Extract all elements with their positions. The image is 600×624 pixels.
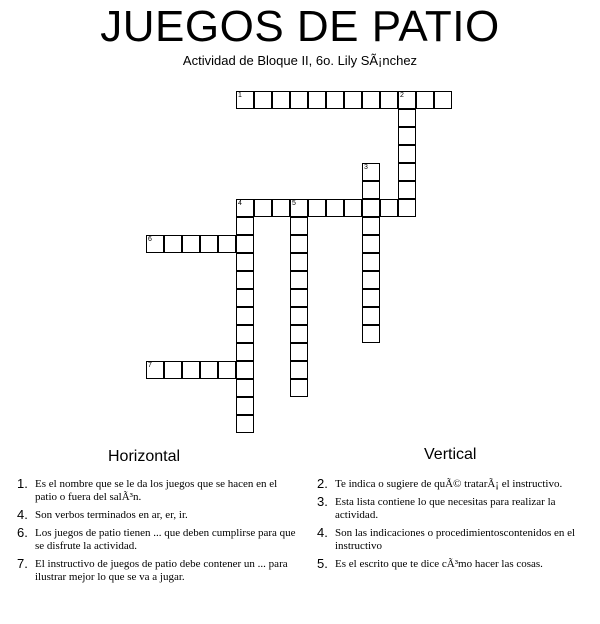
clue-text: Son las indicaciones o procedimientoscontenidos en el instructivo	[335, 527, 576, 552]
clue-horizontal-7	[17, 558, 299, 584]
crossword-cell[interactable]	[362, 271, 380, 289]
crossword-cell[interactable]	[236, 91, 254, 109]
crossword-cell[interactable]	[362, 199, 380, 217]
clue-number: 3.	[317, 494, 328, 509]
crossword-cell[interactable]	[236, 397, 254, 415]
crossword-cell[interactable]	[272, 91, 290, 109]
crossword-cell[interactable]	[290, 217, 308, 235]
clue-vertical-3	[317, 496, 595, 522]
clue-text: Es el escrito que te dice cÃ³mo hacer las cosas.	[335, 558, 543, 570]
cell-number: 4	[238, 200, 242, 207]
crossword-cell[interactable]	[164, 235, 182, 253]
crossword-cell[interactable]	[236, 199, 254, 217]
crossword-cell[interactable]	[416, 91, 434, 109]
crossword-cell[interactable]	[398, 181, 416, 199]
crossword-cell[interactable]	[290, 91, 308, 109]
crossword-cell[interactable]	[398, 163, 416, 181]
vertical-heading: Vertical	[424, 446, 477, 463]
crossword-cell[interactable]	[200, 235, 218, 253]
crossword-cell[interactable]	[344, 199, 362, 217]
clue-vertical-2	[317, 478, 595, 491]
page-title: JUEGOS DE PATIO	[100, 2, 500, 51]
clue-number: 7.	[17, 556, 28, 571]
crossword-cell[interactable]	[236, 235, 254, 253]
crossword-cell[interactable]	[182, 235, 200, 253]
crossword-cell[interactable]	[362, 235, 380, 253]
crossword-cell[interactable]	[236, 217, 254, 235]
crossword-cell[interactable]	[146, 235, 164, 253]
clue-vertical-5	[317, 558, 595, 571]
page-subtitle: Actividad de Bloque II, 6o. Lily SÃ¡nchez	[182, 53, 418, 68]
crossword-cell[interactable]	[290, 343, 308, 361]
cell-number: 7	[148, 362, 152, 369]
crossword-cell[interactable]	[362, 163, 380, 181]
clue-text: Esta lista contiene lo que necesitas para realizar la actividad.	[335, 496, 556, 521]
clue-number: 4.	[317, 525, 328, 540]
crossword-cell[interactable]	[326, 199, 344, 217]
clue-vertical-4	[317, 527, 595, 553]
crossword-cell[interactable]	[182, 361, 200, 379]
crossword-cell[interactable]	[398, 91, 416, 109]
crossword-cell[interactable]	[272, 199, 290, 217]
clue-number: 2.	[317, 476, 328, 491]
crossword-cell[interactable]	[362, 181, 380, 199]
crossword-cell[interactable]	[398, 109, 416, 127]
clue-horizontal-6	[17, 527, 299, 553]
crossword-cell[interactable]	[236, 325, 254, 343]
crossword-cell[interactable]	[236, 307, 254, 325]
crossword-cell[interactable]	[254, 199, 272, 217]
clue-text: El instructivo de juegos de patio debe contener un ... para ilustrar mejor lo que se va a jugar.	[35, 558, 288, 583]
crossword-cell[interactable]	[146, 361, 164, 379]
clue-number: 6.	[17, 525, 28, 540]
vertical-clue-list	[317, 478, 595, 576]
cell-number: 1	[238, 92, 242, 99]
cell-number: 5	[292, 200, 296, 207]
crossword-cell[interactable]	[164, 361, 182, 379]
crossword-cell[interactable]	[398, 145, 416, 163]
crossword-cell[interactable]	[290, 253, 308, 271]
crossword-cell[interactable]	[308, 91, 326, 109]
crossword-cell[interactable]	[290, 199, 308, 217]
crossword-cell[interactable]	[236, 343, 254, 361]
crossword-cell[interactable]	[236, 361, 254, 379]
crossword-cell[interactable]	[380, 91, 398, 109]
crossword-cell[interactable]	[362, 325, 380, 343]
crossword-cell[interactable]	[362, 289, 380, 307]
cell-number: 2	[400, 92, 404, 99]
crossword-cell[interactable]	[236, 253, 254, 271]
horizontal-heading: Horizontal	[108, 448, 181, 465]
clue-number: 1.	[17, 476, 28, 491]
crossword-cell[interactable]	[290, 235, 308, 253]
crossword-cell[interactable]	[398, 127, 416, 145]
crossword-cell[interactable]	[254, 91, 272, 109]
clue-text: Son verbos terminados en ar, er, ir.	[35, 509, 188, 521]
clue-horizontal-4	[17, 509, 299, 522]
clue-text: Los juegos de patio tienen ... que deben cumplirse para que se disfrute la actividad.	[35, 527, 296, 552]
crossword-cell[interactable]	[218, 361, 236, 379]
crossword-cell[interactable]	[236, 271, 254, 289]
crossword-cell[interactable]	[236, 415, 254, 433]
crossword-cell[interactable]	[236, 379, 254, 397]
crossword-cell[interactable]	[362, 91, 380, 109]
crossword-cell[interactable]	[362, 217, 380, 235]
crossword-cell[interactable]	[218, 235, 236, 253]
clue-number: 4.	[17, 507, 28, 522]
clue-text: Te indica o sugiere de quÃ© tratarÃ¡ el instructivo.	[335, 478, 563, 490]
crossword-cell[interactable]	[362, 307, 380, 325]
crossword-cell[interactable]	[290, 271, 308, 289]
crossword-cell[interactable]	[434, 91, 452, 109]
crossword-cell[interactable]	[290, 307, 308, 325]
crossword-cell[interactable]	[236, 289, 254, 307]
crossword-cell[interactable]	[362, 253, 380, 271]
crossword-cell[interactable]	[344, 91, 362, 109]
clue-text: Es el nombre que se le da los juegos que se hacen en el patio o fuera del salÃ³n.	[35, 478, 278, 503]
crossword-cell[interactable]	[290, 379, 308, 397]
crossword-cell[interactable]	[200, 361, 218, 379]
crossword-cell[interactable]	[398, 199, 416, 217]
clue-number: 5.	[317, 556, 328, 571]
crossword-cell[interactable]	[290, 361, 308, 379]
crossword-cell[interactable]	[308, 199, 326, 217]
horizontal-clue-list	[17, 478, 299, 589]
clue-horizontal-1	[17, 478, 299, 504]
cell-number: 6	[148, 236, 152, 243]
crossword-cell[interactable]	[290, 289, 308, 307]
crossword-cell[interactable]	[290, 325, 308, 343]
cell-number: 3	[364, 164, 368, 171]
crossword-cell[interactable]	[326, 91, 344, 109]
crossword-cell[interactable]	[380, 199, 398, 217]
